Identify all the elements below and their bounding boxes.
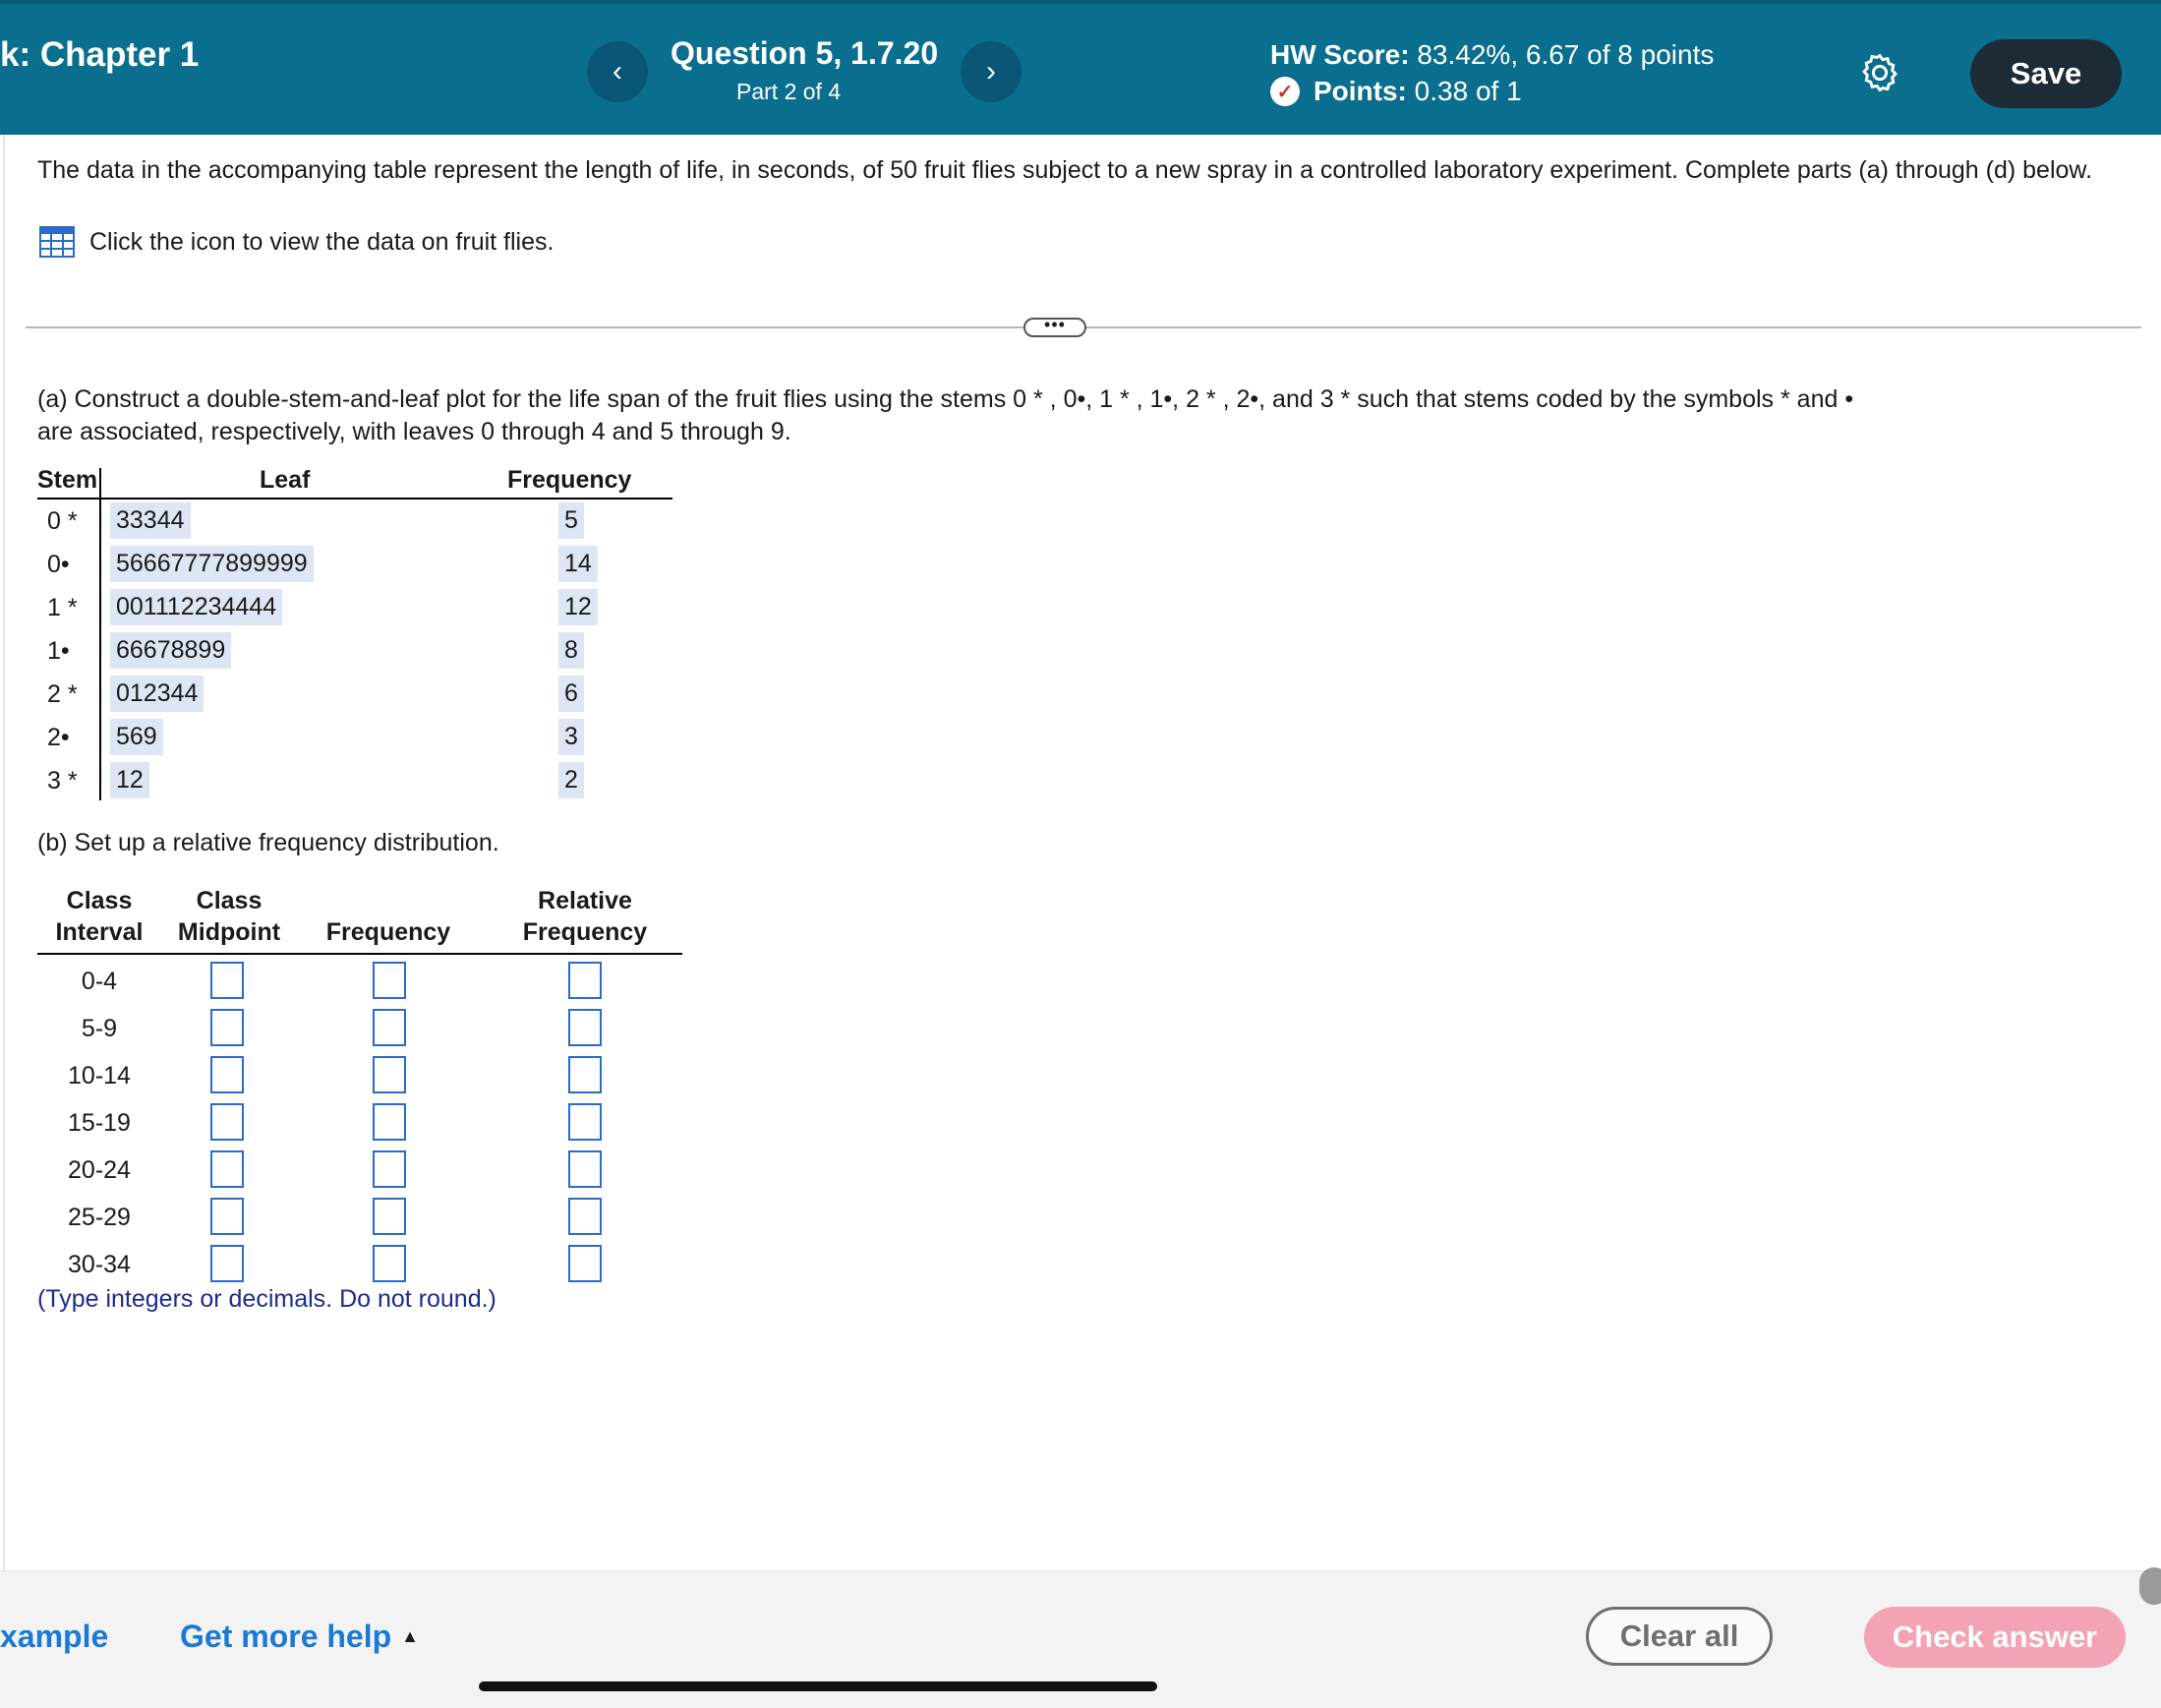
frequency-cell: 2 xyxy=(558,762,584,798)
partial-credit-icon: ✓ xyxy=(1270,77,1300,106)
points xyxy=(1270,76,1522,107)
get-more-help-button[interactable] xyxy=(180,1619,419,1655)
top-bar xyxy=(0,0,2161,135)
relative-frequency-input[interactable] xyxy=(568,1198,602,1235)
frequency-input[interactable] xyxy=(373,1245,406,1282)
class-interval-header xyxy=(37,885,161,948)
table-row xyxy=(37,629,672,673)
relative-frequency-header-line-2: Frequency xyxy=(522,918,648,946)
class-midpoint-header xyxy=(173,885,285,948)
table-row xyxy=(37,1005,682,1052)
relative-frequency-header-line-1: Relative xyxy=(538,887,632,914)
class-interval-header-line-2: Interval xyxy=(55,918,144,946)
table-icon[interactable] xyxy=(39,226,75,258)
leaf-cell: 56667777899999 xyxy=(110,546,314,582)
question-title: Question 5, 1.7.20 xyxy=(671,35,939,71)
midpoint-input[interactable] xyxy=(210,1009,244,1046)
view-example-link[interactable]: xample xyxy=(0,1619,109,1654)
leaf-cell: 001112234444 xyxy=(110,589,282,625)
class-interval-cell: 15-19 xyxy=(68,1109,131,1137)
stem-cell: 3 * xyxy=(47,767,78,795)
input-hint: (Type integers or decimals. Do not round.) xyxy=(37,1285,496,1313)
table-row xyxy=(37,1099,682,1147)
class-interval-cell: 30-34 xyxy=(68,1251,131,1278)
class-interval-cell: 0-4 xyxy=(81,968,118,995)
relative-frequency-header xyxy=(507,885,663,948)
frequency-cell: 6 xyxy=(558,676,584,712)
leaf-cell: 12 xyxy=(110,762,149,798)
stem-cell: 2• xyxy=(47,724,70,751)
stem-header: Stem xyxy=(37,466,98,494)
frequency-header: Frequency xyxy=(507,466,632,494)
view-data-link[interactable] xyxy=(39,226,554,258)
table-row xyxy=(37,673,672,716)
question-part: Part 2 of 4 xyxy=(736,79,842,104)
chevron-left-icon: ‹ xyxy=(613,55,622,88)
class-interval-cell: 20-24 xyxy=(68,1156,131,1184)
left-border xyxy=(3,135,5,1570)
frequency-col-header: Frequency xyxy=(325,918,451,946)
stem-leaf-table xyxy=(37,466,672,802)
leaf-header: Leaf xyxy=(260,466,311,494)
relative-frequency-table xyxy=(37,885,682,1288)
relative-frequency-input[interactable] xyxy=(568,962,602,999)
stem-cell: 0 * xyxy=(47,507,78,535)
frequency-cell: 5 xyxy=(558,502,584,539)
stem-cell: 2 * xyxy=(47,680,78,708)
frequency-cell: 14 xyxy=(558,546,598,582)
relative-frequency-input[interactable] xyxy=(568,1056,602,1093)
assignment-title: k: Chapter 1 xyxy=(0,35,200,74)
relative-frequency-input[interactable] xyxy=(568,1150,602,1188)
frequency-input[interactable] xyxy=(373,962,406,999)
scroll-handle[interactable] xyxy=(2139,1567,2161,1605)
table-row xyxy=(37,500,672,543)
gear-icon[interactable] xyxy=(1858,51,1901,94)
class-midpoint-header-line-1: Class xyxy=(196,887,263,914)
leaf-cell: 33344 xyxy=(110,502,191,539)
frequency-cell: 12 xyxy=(558,589,598,625)
more-options-button[interactable]: ••• xyxy=(1023,318,1086,337)
home-indicator xyxy=(479,1681,1157,1691)
table-row xyxy=(37,958,682,1005)
chevron-right-icon: › xyxy=(986,55,996,88)
class-interval-cell: 10-14 xyxy=(68,1062,131,1090)
class-interval-cell: 5-9 xyxy=(81,1015,118,1042)
points-label: Points: xyxy=(1314,76,1407,106)
hw-score xyxy=(1270,39,1714,71)
frequency-input[interactable] xyxy=(373,1150,406,1188)
clear-all-button[interactable]: Clear all xyxy=(1586,1607,1773,1666)
table-row xyxy=(37,1052,682,1099)
midpoint-input[interactable] xyxy=(210,1103,244,1141)
relative-frequency-input[interactable] xyxy=(568,1245,602,1282)
next-question-button[interactable] xyxy=(961,41,1022,102)
table-row xyxy=(37,1194,682,1241)
get-more-help-label: Get more help xyxy=(180,1619,392,1654)
midpoint-input[interactable] xyxy=(210,1150,244,1188)
class-interval-header-line-1: Class xyxy=(66,887,133,914)
part-b-prompt: (b) Set up a relative frequency distribution. xyxy=(37,829,499,856)
frequency-input[interactable] xyxy=(373,1056,406,1093)
leaf-cell: 012344 xyxy=(110,676,204,712)
hw-score-label: HW Score: xyxy=(1270,39,1410,70)
table-row xyxy=(37,1147,682,1194)
midpoint-input[interactable] xyxy=(210,1245,244,1282)
midpoint-input[interactable] xyxy=(210,1056,244,1093)
frequency-cell: 3 xyxy=(558,719,584,755)
class-interval-cell: 25-29 xyxy=(68,1204,131,1231)
frequency-input[interactable] xyxy=(373,1009,406,1046)
stem-cell: 1• xyxy=(47,637,70,665)
frequency-input[interactable] xyxy=(373,1103,406,1141)
table-row xyxy=(37,543,672,586)
check-answer-button[interactable]: Check answer xyxy=(1864,1607,2126,1668)
header-rule xyxy=(37,953,682,955)
midpoint-input[interactable] xyxy=(210,1198,244,1235)
frequency-input[interactable] xyxy=(373,1198,406,1235)
hw-score-value: 83.42%, 6.67 of 8 points xyxy=(1417,39,1715,70)
previous-question-button[interactable] xyxy=(587,41,648,102)
view-data-text: Click the icon to view the data on fruit flies. xyxy=(89,227,555,256)
table-row xyxy=(37,716,672,759)
part-a-line-2: are associated, respectively, with leaves 0 through 4 and 5 through 9. xyxy=(37,418,791,445)
relative-frequency-input[interactable] xyxy=(568,1009,602,1046)
class-midpoint-header-line-2: Midpoint xyxy=(177,918,281,946)
table-row xyxy=(37,759,672,802)
frequency-cell: 8 xyxy=(558,632,584,669)
question-intro: The data in the accompanying table represent the length of life, in seconds, of 50 fruit flies subject to a new spray in a controlled laboratory experiment. Complete parts (a) through (d) below. xyxy=(37,156,2093,184)
points-value: 0.38 of 1 xyxy=(1414,76,1522,106)
part-a-prompt xyxy=(37,383,2102,448)
table-row xyxy=(37,586,672,629)
relative-frequency-input[interactable] xyxy=(568,1103,602,1141)
midpoint-input[interactable] xyxy=(210,962,244,999)
save-button[interactable]: Save xyxy=(1970,39,2122,108)
stem-cell: 1 * xyxy=(47,594,78,621)
part-a-line-1: (a) Construct a double-stem-and-leaf plot for the life span of the fruit flies using the stems 0 * , 0•, 1 * , 1•, 2 * , 2•, and 3 * such that stems coded by the symbols * and • xyxy=(37,385,1854,413)
leaf-cell: 66678899 xyxy=(110,632,231,669)
leaf-cell: 569 xyxy=(110,719,163,755)
table-row xyxy=(37,1241,682,1288)
stem-cell: 0• xyxy=(47,551,70,578)
caret-up-icon: ▲ xyxy=(401,1626,419,1646)
